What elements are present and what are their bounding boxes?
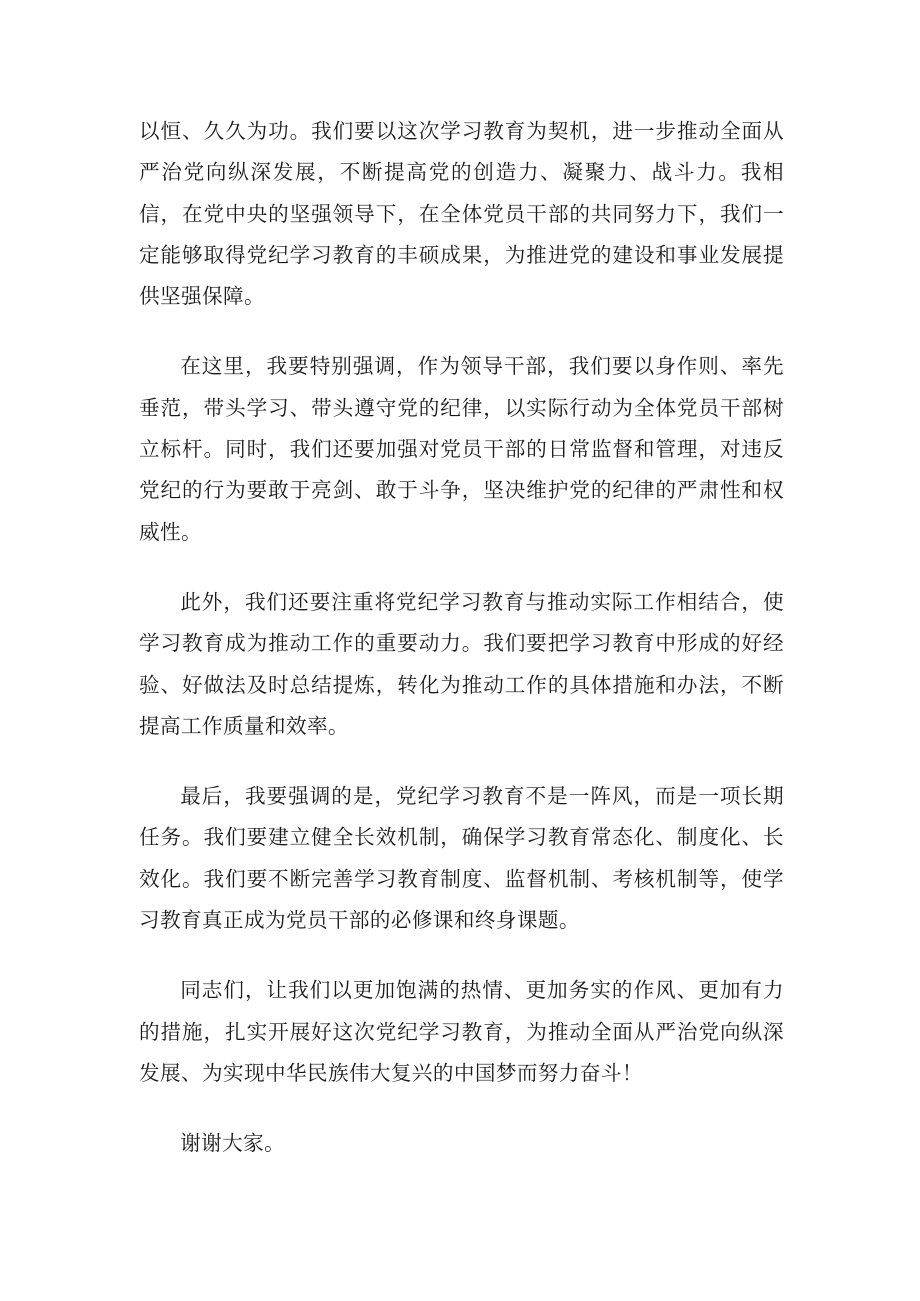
paragraph-continuation: 以恒、久久为功。我们要以这次学习教育为契机，进一步推动全面从严治党向纵深发展，不断提高党的创造力、凝聚力、战斗力。我相信，在党中央的坚强领导下，在全体党员干部的共同努力下，我们一定能够取得党纪学习教育的丰硕成果，为推进党的建设和事业发展提供坚强保障。 [139,119,784,309]
document-body [139,111,784,1194]
paragraph-long-term-mechanism: 最后，我要强调的是，党纪学习教育不是一阵风，而是一项长期任务。我们要建立健全长效机制，确保学习教育常态化、制度化、长效化。我们要不断完善学习教育制度、监督机制、考核机制等，使学习教育真正成为党员干部的必修课和终身课题。 [139,784,784,933]
paragraph-closing-thanks: 谢谢大家。 [180,1131,286,1156]
paragraph-combine-with-work: 此外，我们还要注重将党纪学习教育与推动实际工作相结合，使学习教育成为推动工作的重要动力。我们要把学习教育中形成的好经验、好做法及时总结提炼，转化为推动工作的具体措施和办法，不断提高工作质量和效率。 [139,589,784,738]
paragraph-leadership-example: 在这里，我要特别强调，作为领导干部，我们要以身作则、率先垂范，带头学习、带头遵守党的纪律，以实际行动为全体党员干部树立标杆。同时，我们还要加强对党员干部的日常监督和管理，对违反党纪的行为要敢于亮剑、敢于斗争，坚决维护党的纪律的严肃性和权威性。 [139,354,784,544]
paragraph-call-to-action: 同志们，让我们以更加饱满的热情、更加务实的作风、更加有力的措施，扎实开展好这次党纪学习教育，为推动全面从严治党向纵深发展、为实现中华民族伟大复兴的中国梦而努力奋斗！ [139,978,784,1085]
